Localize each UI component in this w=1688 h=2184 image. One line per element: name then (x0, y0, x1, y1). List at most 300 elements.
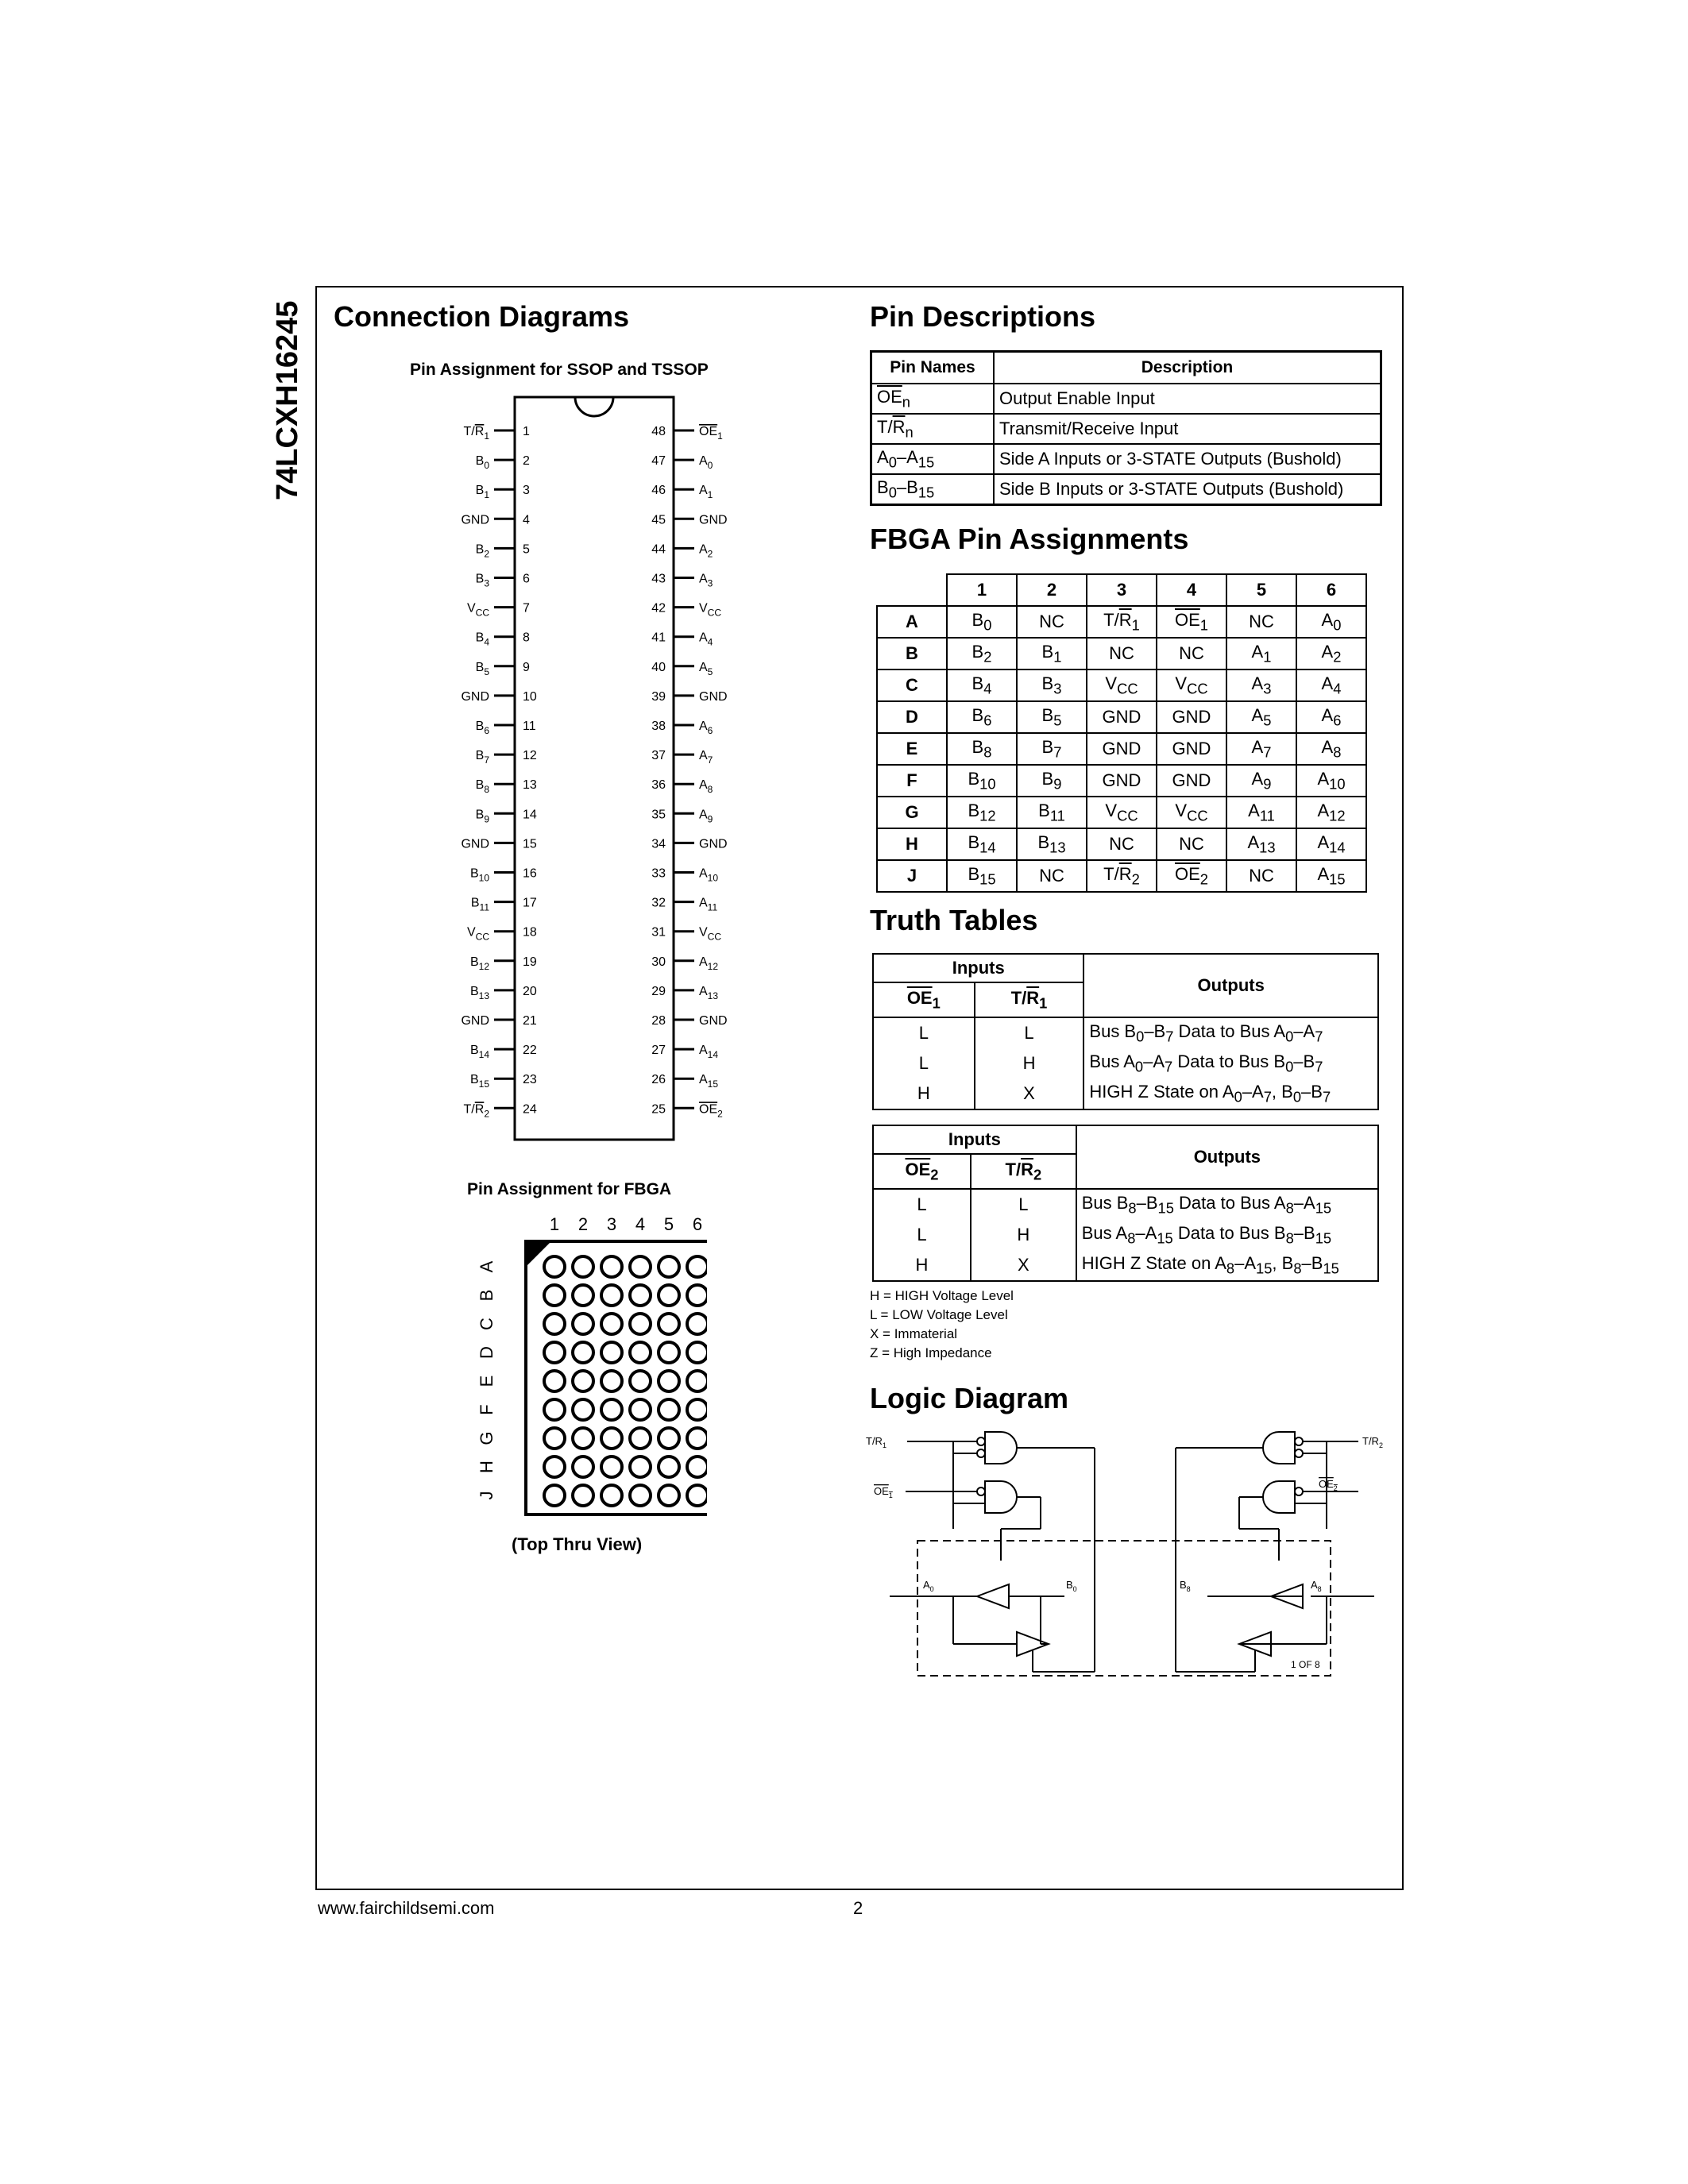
fbga-row-header: A (877, 606, 947, 638)
tr-value: H (971, 1220, 1076, 1250)
pin-number-9: 9 (523, 660, 530, 674)
fbga-row-label: B (476, 1289, 496, 1302)
fbga-cell: $A_{13}$ (1226, 828, 1296, 860)
pin-number-16: 16 (523, 866, 537, 881)
fbga-cell: $A_7$ (1226, 733, 1296, 765)
fbga-cell: $T/\overline{R}_1$ (1087, 606, 1157, 638)
fbga-cell: GND (1087, 765, 1157, 797)
fbga-ball (659, 1285, 679, 1306)
fbga-row-label: J (476, 1491, 496, 1500)
fbga-row (877, 765, 1366, 797)
logic-a8-label: $A_8$ (1311, 1579, 1322, 1593)
pin-number-45: 45 (651, 513, 666, 527)
ssop-right-pins (651, 425, 727, 1119)
pin-number-47: 47 (651, 454, 666, 469)
fbga-col-header: 4 (1157, 574, 1226, 606)
truth-row (873, 1189, 1378, 1220)
truth-row (873, 1078, 1378, 1109)
pin-names-header: Pin Names (871, 352, 995, 384)
tr-value: H (975, 1048, 1084, 1078)
fbga-row-label: G (476, 1431, 496, 1445)
fbga-col-label: 6 (692, 1214, 703, 1234)
pin-number-1: 1 (523, 425, 530, 438)
pin-number-10: 10 (523, 689, 537, 704)
fbga-ball (544, 1457, 565, 1477)
pin-number-44: 44 (651, 542, 666, 557)
fbga-cell: $A_5$ (1226, 701, 1296, 733)
fbga-cell: $B_{11}$ (1017, 797, 1087, 828)
tr-value: L (971, 1189, 1076, 1220)
fbga-row-header: G (877, 797, 947, 828)
pin-number-7: 7 (523, 601, 530, 615)
fbga-col-label: 5 (663, 1214, 674, 1234)
pin-label-4: GND (461, 513, 489, 527)
pin-label-2: $B_0$ (475, 454, 489, 472)
tr-col-header: $T/\overline{R}_1$ (975, 982, 1084, 1017)
pin-label-35: $A_9$ (699, 808, 713, 825)
pin-number-2: 2 (523, 454, 530, 469)
fbga-cell: GND (1157, 701, 1226, 733)
pin-label-12: $B_7$ (475, 749, 489, 766)
fbga-row-label: C (476, 1318, 496, 1330)
pin-description-row (871, 474, 1381, 505)
fbga-row-label: F (476, 1404, 496, 1415)
pin-label-48: $OE_1$ (699, 425, 723, 442)
truth-table-2 (872, 1125, 1379, 1282)
pin-description-row (871, 444, 1381, 474)
pin-number-20: 20 (523, 984, 537, 998)
logic-note: 1 OF 8 (1291, 1659, 1320, 1670)
pin-number-12: 12 (523, 749, 537, 763)
fbga-cell: $A_9$ (1226, 765, 1296, 797)
truth-row (873, 1250, 1378, 1281)
fbga-cell: $B_{12}$ (947, 797, 1017, 828)
tr-col-header: $T/\overline{R}_2$ (971, 1154, 1076, 1189)
fbga-ball (544, 1285, 565, 1306)
pin-number-15: 15 (523, 837, 537, 851)
pin-label-14: $B_9$ (475, 808, 489, 825)
footer-url[interactable]: www.fairchildsemi.com (318, 1898, 495, 1918)
pin-number-14: 14 (523, 808, 537, 822)
connection-diagrams-heading: Connection Diagrams (334, 300, 630, 333)
pin-label-13: $B_8$ (475, 778, 489, 796)
pin-label-42: $V_{CC}$ (699, 601, 722, 619)
outputs-header: Outputs (1076, 1125, 1378, 1189)
pin-label-26: $A_{15}$ (699, 1073, 719, 1090)
pin-label-16: $B_{10}$ (469, 866, 489, 884)
fbga-ball (687, 1428, 707, 1449)
fbga-cell: $T/\overline{R}_2$ (1087, 860, 1157, 892)
fbga-ball (544, 1256, 565, 1277)
fbga-row-header: C (877, 669, 947, 701)
fbga-cell: $V_{CC}$ (1157, 797, 1226, 828)
inputs-header: Inputs (873, 1125, 1076, 1154)
pin-number-24: 24 (523, 1102, 537, 1117)
fbga-cell: $A_2$ (1296, 638, 1366, 669)
pin-label-15: GND (461, 837, 489, 851)
fbga-column-labels (550, 1214, 702, 1234)
fbga-ball (687, 1399, 707, 1420)
pin-label-32: $A_{11}$ (699, 896, 718, 913)
fbga-row (877, 606, 1366, 638)
pin-number-8: 8 (523, 631, 530, 645)
pin-number-46: 46 (651, 484, 666, 498)
oe-value: L (873, 1220, 971, 1250)
fbga-cell: $A_8$ (1296, 733, 1366, 765)
fbga-cell: $B_2$ (947, 638, 1017, 669)
truth-table-1 (872, 953, 1379, 1110)
pin-number-3: 3 (523, 484, 530, 498)
fbga-cell: GND (1157, 733, 1226, 765)
legend-note: L = LOW Voltage Level (870, 1307, 1008, 1322)
fbga-row-labels (477, 1260, 496, 1499)
page-number: 2 (853, 1898, 863, 1918)
pin-desc-cell: Transmit/Receive Input (994, 414, 1381, 444)
buffer-b-to-a (977, 1584, 1009, 1608)
fbga-col-header: 2 (1017, 574, 1087, 606)
pin-number-33: 33 (651, 866, 666, 881)
oe-value: L (873, 1048, 975, 1078)
pin-number-41: 41 (651, 631, 666, 645)
pin-name-cell: $A_0-A_{15}$ (871, 444, 995, 474)
pin-desc-cell: Side A Inputs or 3-STATE Outputs (Bushold) (994, 444, 1381, 474)
truth-row (873, 1220, 1378, 1250)
pin-label-9: $B_5$ (475, 660, 489, 677)
pin-label-44: $A_2$ (699, 542, 713, 560)
output-description: Bus $B_0-B_7$ Data to Bus $A_0-A_7$ (1083, 1017, 1378, 1048)
output-description: HIGH Z State on $A_8-A_{15}$, $B_8-B_{15}$ (1076, 1250, 1378, 1281)
pin-number-19: 19 (523, 955, 537, 969)
fbga-cell: $V_{CC}$ (1087, 797, 1157, 828)
fbga-ball (630, 1485, 651, 1506)
fbga-cell: $V_{CC}$ (1157, 669, 1226, 701)
fbga-cell: $A_{11}$ (1226, 797, 1296, 828)
fbga-col-label: 2 (577, 1214, 589, 1234)
fbga-cell: GND (1157, 765, 1226, 797)
pin-label-29: $A_{13}$ (699, 984, 719, 1001)
oe-value: L (873, 1017, 975, 1048)
pin-number-39: 39 (651, 689, 666, 704)
pin-desc-cell: Output Enable Input (994, 384, 1381, 414)
fbga-cell: NC (1226, 860, 1296, 892)
pin-number-25: 25 (651, 1102, 666, 1117)
fbga-cell: $B_{13}$ (1017, 828, 1087, 860)
pin-number-22: 22 (523, 1044, 537, 1058)
pin-label-39: GND (699, 689, 728, 704)
pin-label-11: $B_6$ (475, 720, 489, 736)
output-description: Bus $A_8-A_{15}$ Data to Bus $B_8-B_{15}$ (1076, 1220, 1378, 1250)
logic-left-half (890, 1432, 1331, 1676)
pin-descriptions-table (870, 350, 1382, 506)
fbga-cell: $A_6$ (1296, 701, 1366, 733)
pin-number-13: 13 (523, 778, 537, 793)
fbga-ball (687, 1342, 707, 1363)
fbga-cell: NC (1157, 638, 1226, 669)
pin-number-5: 5 (523, 542, 530, 557)
pin-number-36: 36 (651, 778, 666, 793)
pin-label-34: GND (699, 837, 728, 851)
fbga-ball (573, 1256, 593, 1277)
pin-number-32: 32 (651, 896, 666, 910)
fbga-ball (601, 1285, 622, 1306)
fbga-row (877, 828, 1366, 860)
pin-number-21: 21 (523, 1014, 537, 1028)
fbga-ball (687, 1457, 707, 1477)
pin-number-28: 28 (651, 1014, 666, 1028)
legend-note: H = HIGH Voltage Level (870, 1288, 1014, 1303)
fbga-row (877, 701, 1366, 733)
pin-label-47: $A_0$ (699, 454, 713, 472)
pin-label-3: $B_1$ (475, 484, 489, 501)
pin-label-23: $B_{15}$ (469, 1073, 489, 1090)
fbga-ball-diagram (469, 1211, 707, 1529)
logic-tr1-label: $T/R_1$ (866, 1435, 886, 1449)
pin-number-29: 29 (651, 984, 666, 998)
pin-label-18: $V_{CC}$ (466, 925, 489, 943)
pin-number-23: 23 (523, 1073, 537, 1087)
output-description: Bus $A_0-A_7$ Data to Bus $B_0-B_7$ (1083, 1048, 1378, 1078)
fbga-ball (544, 1314, 565, 1334)
fbga-ball (630, 1256, 651, 1277)
pin-label-7: $V_{CC}$ (466, 601, 489, 619)
fbga-cell: $A_{15}$ (1296, 860, 1366, 892)
truth-table-legend (870, 1287, 1014, 1363)
fbga-ball (630, 1342, 651, 1363)
fbga-cell: $A_{10}$ (1296, 765, 1366, 797)
fbga-ball (573, 1457, 593, 1477)
fbga-ball (687, 1371, 707, 1391)
truth-row (873, 1017, 1378, 1048)
truth-tables-heading: Truth Tables (870, 904, 1038, 936)
fbga-pin1-marker (526, 1241, 551, 1267)
pin-label-38: $A_6$ (699, 720, 713, 736)
truth-row (873, 1048, 1378, 1078)
fbga-cell: NC (1157, 828, 1226, 860)
nand-gate-4 (1263, 1481, 1295, 1513)
nand-gate-2 (985, 1481, 1017, 1513)
pin-desc-cell: Side B Inputs or 3-STATE Outputs (Bushold) (994, 474, 1381, 505)
nand-gate-3 (1263, 1432, 1295, 1464)
fbga-ball (544, 1428, 565, 1449)
fbga-col-label: 3 (606, 1214, 617, 1234)
fbga-caption: Pin Assignment for FBGA (467, 1180, 672, 1198)
fbga-row-header: F (877, 765, 947, 797)
fbga-cell: $B_{15}$ (947, 860, 1017, 892)
logic-tr2-label: $T/R_2$ (1362, 1435, 1383, 1449)
outputs-header: Outputs (1083, 954, 1378, 1017)
pin-number-18: 18 (523, 925, 537, 940)
fbga-cell: NC (1017, 606, 1087, 638)
pin-number-27: 27 (651, 1044, 666, 1058)
fbga-cell: $B_3$ (1017, 669, 1087, 701)
inputs-header: Inputs (873, 954, 1083, 982)
fbga-col-header: 5 (1226, 574, 1296, 606)
tr-value: L (975, 1017, 1084, 1048)
pin-number-11: 11 (523, 720, 536, 733)
pin-name-cell: $T/\overline{R}_n$ (871, 414, 995, 444)
fbga-ball (601, 1457, 622, 1477)
fbga-ball (687, 1314, 707, 1334)
pin-label-21: GND (461, 1014, 489, 1028)
fbga-cell: NC (1226, 606, 1296, 638)
pin-label-22: $B_{14}$ (469, 1044, 489, 1061)
oe-col-header: $\overline{OE}_1$ (873, 982, 975, 1017)
fbga-cell: $A_3$ (1226, 669, 1296, 701)
fbga-col-label: 1 (549, 1214, 560, 1234)
pin-description-row (871, 384, 1381, 414)
pin-description-row (871, 414, 1381, 444)
ssop-pin-diagram (445, 393, 731, 1156)
fbga-cell: $B_8$ (947, 733, 1017, 765)
fbga-cell: $A_{12}$ (1296, 797, 1366, 828)
pin-label-8: $B_4$ (475, 631, 489, 648)
output-description: HIGH Z State on $A_0-A_7$, $B_0-B_7$ (1083, 1078, 1378, 1109)
description-header: Description (994, 352, 1381, 384)
pin-label-1: $T/R_1$ (463, 425, 489, 442)
fbga-row-header: J (877, 860, 947, 892)
pin-label-27: $A_{14}$ (699, 1044, 719, 1061)
fbga-ball (630, 1457, 651, 1477)
fbga-col-header: 1 (947, 574, 1017, 606)
pin-label-40: $A_5$ (699, 660, 713, 677)
pin-number-30: 30 (651, 955, 666, 969)
oe-value: H (873, 1250, 971, 1281)
logic-a0-label: $A_0$ (923, 1579, 934, 1593)
logic-right-half (1176, 1432, 1374, 1672)
pin-label-30: $A_{12}$ (699, 955, 719, 972)
fbga-row-label: A (476, 1260, 496, 1273)
oe-col-header: $\overline{OE}_2$ (873, 1154, 971, 1189)
pin-descriptions-heading: Pin Descriptions (870, 300, 1096, 333)
fbga-ball (544, 1485, 565, 1506)
pin-number-17: 17 (523, 896, 537, 910)
fbga-cell: NC (1017, 860, 1087, 892)
fbga-ball (544, 1371, 565, 1391)
pin-number-38: 38 (651, 720, 666, 733)
logic-b0-label: $B_0$ (1066, 1579, 1077, 1593)
fbga-ball (601, 1342, 622, 1363)
fbga-cell: GND (1087, 701, 1157, 733)
fbga-cell: $B_7$ (1017, 733, 1087, 765)
ssop-body (515, 397, 674, 1140)
fbga-cell: GND (1087, 733, 1157, 765)
pin-label-31: $V_{CC}$ (699, 925, 722, 943)
fbga-row-label: D (476, 1346, 496, 1359)
tr-value: X (971, 1250, 1076, 1281)
pin-label-25: $OE_2$ (699, 1102, 723, 1120)
fbga-cell: $B_9$ (1017, 765, 1087, 797)
pin-label-20: $B_{13}$ (469, 984, 489, 1001)
fbga-cell: $V_{CC}$ (1087, 669, 1157, 701)
fbga-ball (687, 1485, 707, 1506)
fbga-row (877, 733, 1366, 765)
fbga-ball (687, 1285, 707, 1306)
fbga-ball (573, 1285, 593, 1306)
fbga-row (877, 669, 1366, 701)
pin-label-17: $B_{11}$ (470, 896, 489, 913)
fbga-cell: $B_1$ (1017, 638, 1087, 669)
pin-number-6: 6 (523, 572, 530, 586)
pin-number-42: 42 (651, 601, 666, 615)
legend-note: X = Immaterial (870, 1326, 958, 1341)
fbga-view-caption: (Top Thru View) (512, 1534, 643, 1554)
fbga-ball (544, 1342, 565, 1363)
pin-label-36: $A_8$ (699, 778, 713, 796)
logic-diagram-heading: Logic Diagram (870, 1382, 1069, 1414)
tr-value: X (975, 1078, 1084, 1109)
ssop-caption: Pin Assignment for SSOP and TSSOP (410, 361, 709, 379)
pin-number-31: 31 (651, 925, 666, 940)
pin-number-4: 4 (523, 513, 530, 527)
oe-value: L (873, 1189, 971, 1220)
fbga-ball (659, 1256, 679, 1277)
pin-label-10: GND (461, 689, 489, 704)
pin-name-cell: $B_0-B_{15}$ (871, 474, 995, 505)
package-notch (575, 397, 613, 416)
fbga-cell: NC (1087, 638, 1157, 669)
fbga-cell: $A_1$ (1226, 638, 1296, 669)
fbga-ball (659, 1485, 679, 1506)
fbga-ball (573, 1399, 593, 1420)
ssop-left-pins (461, 425, 536, 1119)
pin-label-33: $A_{10}$ (699, 866, 719, 884)
pin-number-35: 35 (651, 808, 666, 822)
fbga-ball (601, 1485, 622, 1506)
pin-number-34: 34 (651, 837, 666, 851)
output-description: Bus $B_8-B_{15}$ Data to Bus $A_8-A_{15}$ (1076, 1189, 1378, 1220)
pin-label-5: $B_2$ (475, 542, 489, 560)
fbga-ball (659, 1399, 679, 1420)
fbga-ball (601, 1428, 622, 1449)
fbga-ball (659, 1342, 679, 1363)
fbga-row-header: B (877, 638, 947, 669)
fbga-col-header: 3 (1087, 574, 1157, 606)
pin-number-40: 40 (651, 660, 666, 674)
fbga-row-header: D (877, 701, 947, 733)
fbga-ball (659, 1428, 679, 1449)
fbga-ball (630, 1285, 651, 1306)
fbga-ball (544, 1399, 565, 1420)
pin-label-19: $B_{12}$ (469, 955, 489, 972)
pin-number-43: 43 (651, 572, 666, 586)
fbga-cell: $B_6$ (947, 701, 1017, 733)
logic-b8-label: $B_8$ (1180, 1579, 1191, 1593)
fbga-cell: NC (1087, 828, 1157, 860)
nand-gate-1 (985, 1432, 1017, 1464)
fbga-ball (630, 1371, 651, 1391)
fbga-cell: $B_5$ (1017, 701, 1087, 733)
fbga-cell: $\overline{OE}_2$ (1157, 860, 1226, 892)
pin-name-cell: $\overline{OE}_n$ (871, 384, 995, 414)
pin-label-24: $T/R_2$ (463, 1102, 489, 1120)
logic-diagram (858, 1426, 1406, 1680)
fbga-ball (659, 1457, 679, 1477)
fbga-ball (601, 1314, 622, 1334)
fbga-row-label: H (476, 1461, 496, 1473)
fbga-row (877, 860, 1366, 892)
fbga-ball (630, 1314, 651, 1334)
ic-package-outline (515, 397, 674, 1140)
pin-label-28: GND (699, 1014, 728, 1028)
fbga-row (877, 797, 1366, 828)
fbga-row-header: H (877, 828, 947, 860)
fbga-ball (601, 1371, 622, 1391)
fbga-ball (630, 1399, 651, 1420)
fbga-ball (659, 1314, 679, 1334)
legend-note: Z = High Impedance (870, 1345, 992, 1360)
fbga-cell: $B_{10}$ (947, 765, 1017, 797)
fbga-balls (526, 1241, 707, 1515)
